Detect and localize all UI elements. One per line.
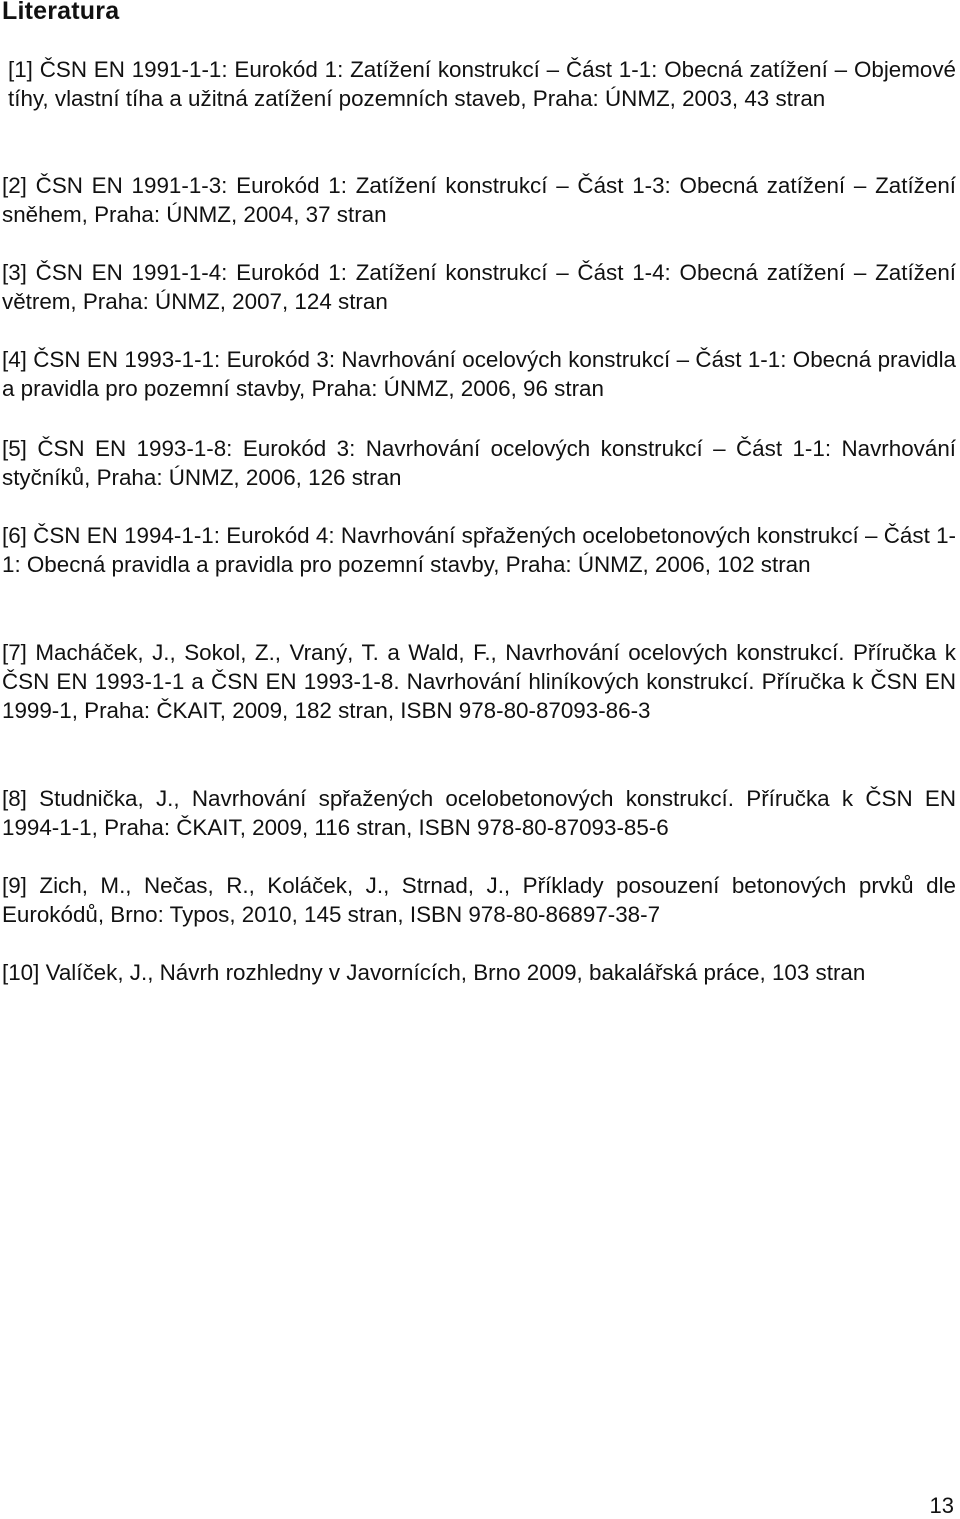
reference-8: [8] Studnička, J., Navrhování spřažených ocelobetonových konstrukcí. Příručka k ČSN EN 1994-1-1, Praha: ČKAIT, 2009, 116 stran, ISBN 978-80-87093-85-6 <box>2 786 956 840</box>
reference-6: [6] ČSN EN 1994-1-1: Eurokód 4: Navrhování spřažených ocelobetonových konstrukcí – Část 1-1: Obecná pravidla a pravidla pro pozemní stavby, Praha: ÚNMZ, 2006, 102 stran <box>2 523 956 577</box>
reference-7: [7] Macháček, J., Sokol, Z., Vraný, T. a Wald, F., Navrhování ocelových konstrukcí. Příručka k ČSN EN 1993-1-1 a ČSN EN 1993-1-8. Navrhování hliníkových konstrukcí. Příručka k ČSN EN 1999-1, Praha: ČKAIT, 2009, 182 stran, ISBN 978-80-87093-86-3 <box>2 640 956 723</box>
reference-10: [10] Valíček, J., Návrh rozhledny v Javornících, Brno 2009, bakalářská práce, 103 stran <box>2 960 866 985</box>
reference-3: [3] ČSN EN 1991-1-4: Eurokód 1: Zatížení konstrukcí – Část 1-4: Obecná zatížení – Zatížení větrem, Praha: ÚNMZ, 2007, 124 stran <box>2 260 956 314</box>
reference-2: [2] ČSN EN 1991-1-3: Eurokód 1: Zatížení konstrukcí – Část 1-3: Obecná zatížení – Zatížení sněhem, Praha: ÚNMZ, 2004, 37 stran <box>2 173 956 227</box>
reference-1: [1] ČSN EN 1991-1-1: Eurokód 1: Zatížení konstrukcí – Část 1-1: Obecná zatížení – Objemové tíhy, vlastní tíha a užitná zatížení pozemních staveb, Praha: ÚNMZ, 2003, 43 stran <box>8 57 956 111</box>
reference-9: [9] Zich, M., Nečas, R., Koláček, J., Strnad, J., Příklady posouzení betonových prvků dle Eurokódů, Brno: Typos, 2010, 145 stran, ISBN 978-80-86897-38-7 <box>2 873 956 927</box>
page-title: Literatura <box>2 0 120 25</box>
reference-5: [5] ČSN EN 1993-1-8: Eurokód 3: Navrhování ocelových konstrukcí – Část 1-1: Navrhování styčníků, Praha: ÚNMZ, 2006, 126 stran <box>2 436 956 490</box>
reference-4: [4] ČSN EN 1993-1-1: Eurokód 3: Navrhování ocelových konstrukcí – Část 1-1: Obecná pravidla a pravidla pro pozemní stavby, Praha: ÚNMZ, 2006, 96 stran <box>2 347 956 401</box>
page-number: 13 <box>929 1493 954 1518</box>
